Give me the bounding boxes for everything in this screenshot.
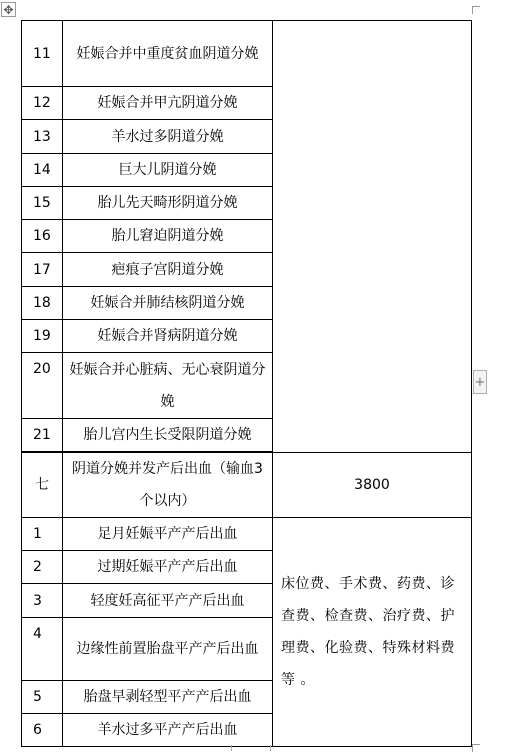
procedure-name: 妊娠合并中重度贫血阴道分娩 — [63, 21, 273, 87]
row-number: 1 — [22, 518, 63, 551]
procedure-name: 巨大儿阴道分娩 — [63, 154, 273, 187]
row-number: 13 — [22, 120, 63, 154]
procedure-name: 妊娠合并甲亢阴道分娩 — [63, 87, 273, 120]
row-number: 2 — [22, 551, 63, 584]
add-row-plus-icon[interactable]: + — [473, 370, 487, 394]
procedure-name: 胎盘早剥轻型平产产后出血 — [63, 681, 273, 714]
procedure-name: 胎儿先天畸形阴道分娩 — [63, 187, 273, 220]
procedure-name: 边缘性前置胎盘平产产后出血 — [63, 618, 273, 681]
row-number: 18 — [22, 287, 63, 320]
section-row — [22, 453, 472, 518]
corner-mark — [472, 6, 480, 14]
procedure-name: 足月妊娠平产产后出血 — [63, 518, 273, 551]
procedure-name: 妊娠合并肺结核阴道分娩 — [63, 287, 273, 320]
row-number: 17 — [22, 253, 63, 287]
procedure-name: 疤痕子宫阴道分娩 — [63, 253, 273, 287]
procedure-name: 妊娠合并心脏病、无心衰阴道分娩 — [63, 353, 273, 419]
row-number: 19 — [22, 320, 63, 353]
row-number: 21 — [22, 419, 63, 452]
procedure-name: 羊水过多平产产后出血 — [63, 714, 273, 747]
procedure-name: 胎儿窘迫阴道分娩 — [63, 220, 273, 253]
fee-cell-empty — [273, 21, 472, 453]
procedure-name: 羊水过多阴道分娩 — [63, 120, 273, 154]
row-number: 15 — [22, 187, 63, 220]
row-number: 12 — [22, 87, 63, 120]
row-number: 4 — [22, 618, 63, 681]
table-move-handle-icon[interactable]: ✥ — [1, 2, 16, 17]
row-number: 14 — [22, 154, 63, 187]
row-number: 5 — [22, 681, 63, 714]
column-resize-mark — [231, 745, 271, 751]
section-fee: 3800 — [273, 453, 472, 518]
table-row — [22, 518, 472, 551]
procedure-name: 胎儿宫内生长受限阴道分娩 — [63, 419, 273, 452]
procedure-name: 过期妊娠平产产后出血 — [63, 551, 273, 584]
covered-items-cell: 床位费、手术费、药费、诊查费、检查费、治疗费、护理费、化验费、特殊材料费等 。 — [273, 518, 472, 747]
section-name: 阴道分娩并发产后出血（输血3个以内） — [63, 453, 273, 518]
corner-mark — [472, 744, 480, 751]
row-number: 16 — [22, 220, 63, 253]
section-number: 七 — [22, 453, 63, 518]
procedure-name: 轻度妊高征平产产后出血 — [63, 584, 273, 618]
row-number: 11 — [22, 21, 63, 87]
table-row — [22, 21, 472, 87]
procedure-name: 妊娠合并肾病阴道分娩 — [63, 320, 273, 353]
fee-table — [21, 20, 472, 747]
row-number: 6 — [22, 714, 63, 747]
row-number: 3 — [22, 584, 63, 618]
row-number: 20 — [22, 353, 63, 419]
